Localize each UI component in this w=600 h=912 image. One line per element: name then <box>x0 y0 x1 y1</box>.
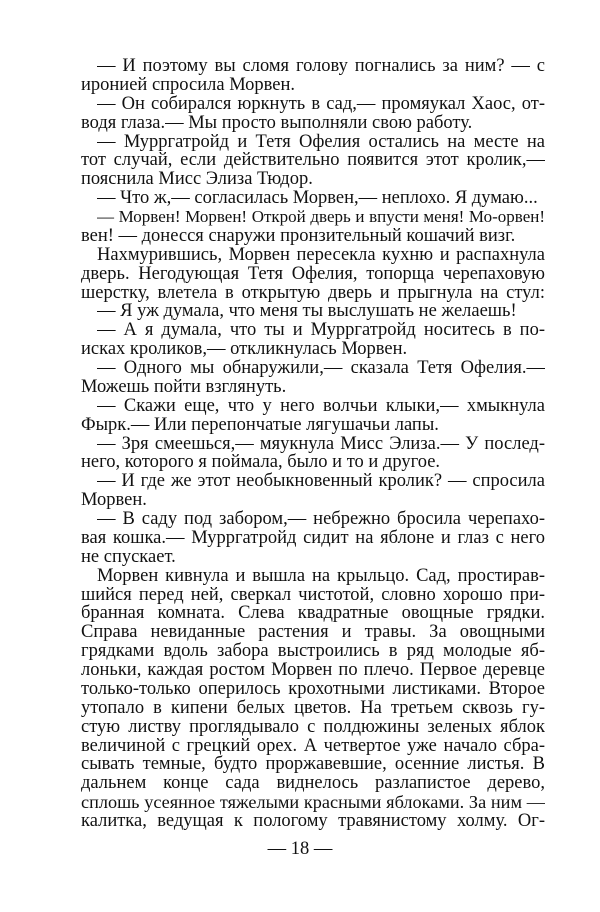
text-line: него, которого я поймала, было и то и другое. <box>81 453 441 473</box>
text-line: не спускает. <box>81 547 176 567</box>
text-line: — Морвен! Морвен! Открой дверь и впусти меня! Мо-орвен! <box>97 208 545 227</box>
text-line: сплошь усеянное тяжелыми красными яблоками. За ним — <box>81 793 545 813</box>
text-line: вая кошка.— Мурргатройд сидит на яблоне и глаз с него <box>81 528 545 548</box>
text-line: — А я думала, что ты и Мурргатройд носитесь в по- <box>97 321 545 341</box>
text-line: водя глаза.— Мы просто выполняли свою работу. <box>81 113 473 133</box>
text-line: пояснила Мисс Элиза Тюдор. <box>81 170 313 190</box>
text-line: Нахмурившись, Морвен пересекла кухню и распахнула <box>97 245 545 265</box>
text-line: — Зря смеешься,— мяукнула Мисс Элиза.— У послед- <box>97 434 545 454</box>
page-number: — 18 — <box>267 839 333 859</box>
text-line: Справа невиданные растения и травы. За овощными <box>81 623 545 643</box>
text-line: — Я уж думала, что меня ты выслушать не желаешь! <box>97 302 517 322</box>
text-line: сывать темные, будто проржавевшие, осенние листья. В <box>81 755 545 775</box>
text-line: бранная комната. Слева квадратные овощные грядки. <box>81 604 545 624</box>
text-line: — Скажи еще, что у него волчьи клыки,— хмыкнула <box>97 396 545 416</box>
text-line: лоньки, каждая ростом Морвен по плечо. Первое деревце <box>81 661 545 680</box>
text-line: калитка, ведущая к пологому травянистому холму. Ог- <box>81 812 545 831</box>
text-line: — И поэтому вы сломя голову погнались за ним? — с <box>97 57 545 76</box>
text-line: — В саду под забором,— небрежно бросила черепахо- <box>97 510 545 529</box>
text-line: дверь. Негодующая Тетя Офелия, топорща черепаховую <box>81 264 545 284</box>
text-line: стую листву проглядывало с полдюжины зеленых яблок <box>81 717 545 737</box>
book-page <box>81 57 545 857</box>
text-line: — И где же этот необыкновенный кролик? — спросила <box>97 472 545 492</box>
text-line: только-только оперилось крохотными листиками. Второе <box>81 679 545 699</box>
text-line: вен! — донесся снаружи пронзительный кошачий визг. <box>81 226 516 246</box>
text-line: шерстку, влетела в открытую дверь и прыгнула на стул: <box>81 283 545 303</box>
text-line: — Что ж,— согласилась Морвен,— неплохо. Я думаю... <box>97 189 538 209</box>
text-line: Можешь пойти взглянуть. <box>81 377 287 397</box>
text-line: утопало в кипени белых цветов. На третьем сквозь гу- <box>81 698 545 718</box>
text-line: тот случай, если действительно появится этот кролик,— <box>81 151 545 171</box>
text-line: — Мурргатройд и Тетя Офелия остались на месте на <box>97 132 545 152</box>
text-line: исках кроликов,— откликнулась Морвен. <box>81 340 408 360</box>
text-line: Фырк.— Или перепончатые лягушачьи лапы. <box>81 415 439 435</box>
text-line: — Одного мы обнаружили,— сказала Тетя Офелия.— <box>97 359 545 378</box>
text-line: грядками вдоль забора выстроились в ряд молодые яб- <box>81 642 545 662</box>
text-line: дальнем конце сада виднелось разлапистое дерево, <box>81 774 545 794</box>
text-line: иронией спросила Морвен. <box>81 75 296 95</box>
text-line: величиной с грецкий орех. А четвертое уже начало сбра- <box>81 736 545 756</box>
text-line: Морвен кивнула и вышла на крыльцо. Сад, простирав- <box>97 566 545 586</box>
text-line: Морвен. <box>81 491 147 511</box>
text-line: шийся перед ней, сверкал чистотой, словно хорошо при- <box>81 585 545 605</box>
text-line: — Он собирался юркнуть в сад,— промяукал Хаос, от- <box>97 94 545 114</box>
